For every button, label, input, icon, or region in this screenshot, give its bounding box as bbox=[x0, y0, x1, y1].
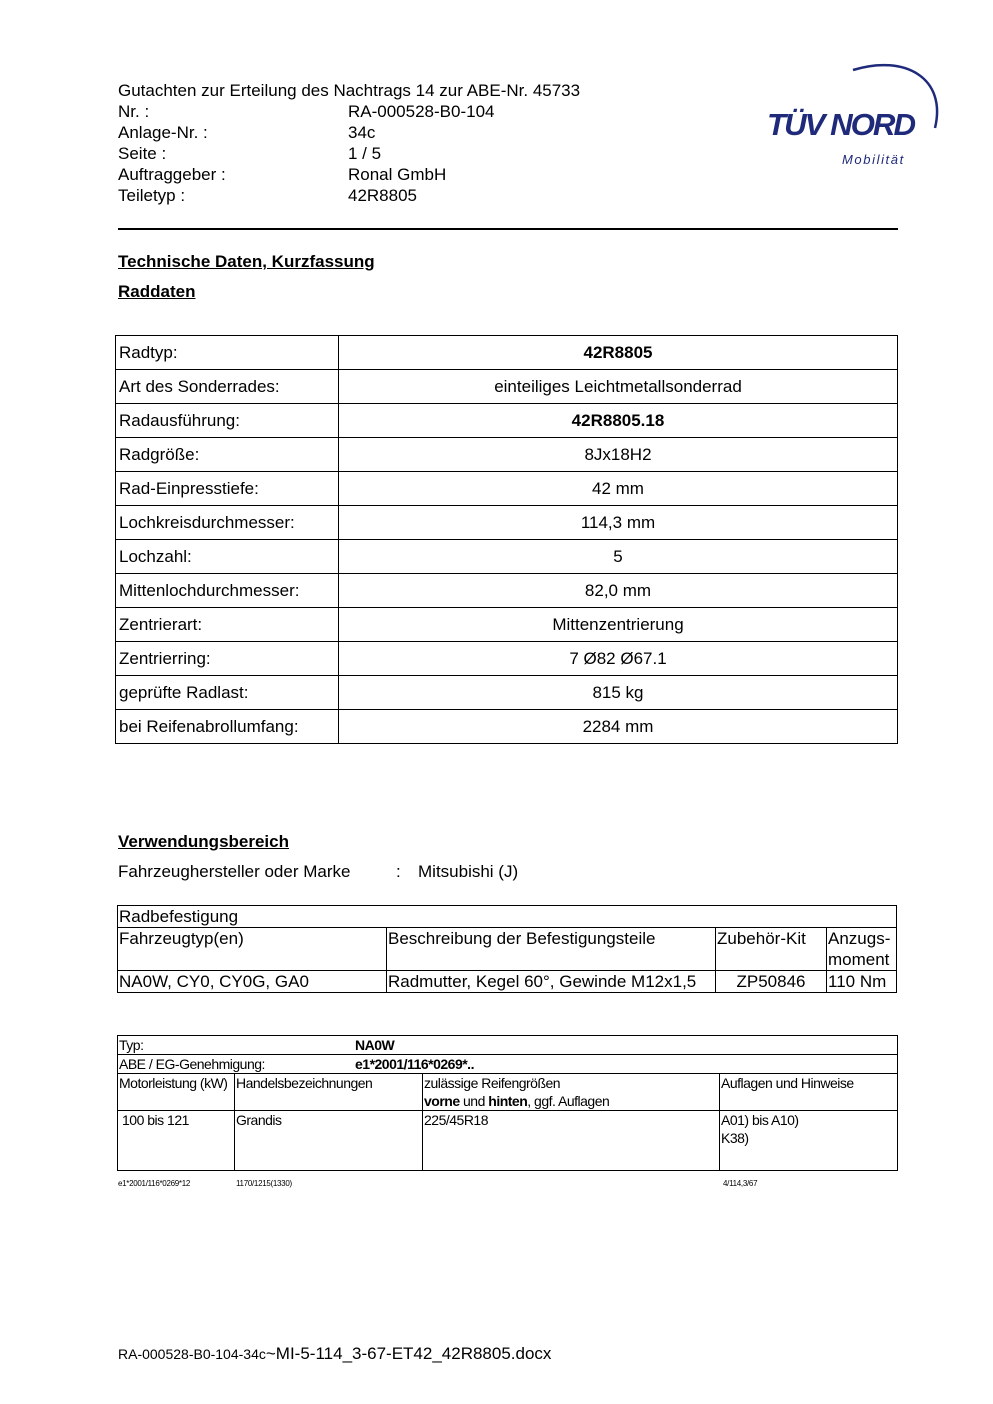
header-row-nr: Nr. : RA-000528-B0-104 bbox=[118, 102, 495, 121]
raddaten-table bbox=[115, 335, 898, 744]
column-header: Fahrzeugtyp(en) bbox=[118, 928, 387, 971]
table-row bbox=[118, 1111, 898, 1171]
raddaten-label: Mittenlochdurchmesser: bbox=[116, 574, 339, 608]
table-cell: NA0W, CY0, CY0G, GA0 bbox=[118, 971, 387, 993]
typ-label: Typ: bbox=[119, 1037, 144, 1053]
table-row bbox=[116, 506, 898, 540]
table-cell: 225/45R18 bbox=[423, 1111, 720, 1171]
typ-value: NA0W bbox=[355, 1037, 395, 1053]
raddaten-value: 5 bbox=[339, 540, 898, 574]
raddaten-value: einteiliges Leichtmetallsonderrad bbox=[339, 370, 898, 404]
logo-sub-text: Mobilität bbox=[842, 152, 905, 167]
raddaten-label: bei Reifenabrollumfang: bbox=[116, 710, 339, 744]
header-row-anlage: Anlage-Nr. : 34c bbox=[118, 123, 376, 142]
footer-suffix: ~MI-5-114_3-67-ET42_42R8805.docx bbox=[265, 1344, 552, 1363]
radbefestigung-table bbox=[117, 905, 897, 993]
manufacturer-value: Mitsubishi (J) bbox=[418, 862, 519, 881]
raddaten-label: Rad-Einpresstiefe: bbox=[116, 472, 339, 506]
table-row bbox=[116, 472, 898, 506]
abe-row bbox=[118, 1055, 898, 1074]
abe-label: ABE / EG-Genehmigung: bbox=[119, 1056, 265, 1072]
table-row bbox=[116, 642, 898, 676]
header-row-auftraggeber: Auftraggeber : Ronal GmbH bbox=[118, 165, 447, 184]
raddaten-label: Radgröße: bbox=[116, 438, 339, 472]
raddaten-value: Mittenzentrierung bbox=[339, 608, 898, 642]
table-row bbox=[116, 574, 898, 608]
raddaten-value: 42R8805 bbox=[339, 336, 898, 370]
tuev-nord-logo bbox=[765, 58, 945, 173]
raddaten-label: Art des Sonderrades: bbox=[116, 370, 339, 404]
table-row bbox=[116, 370, 898, 404]
header-row-teiletyp: Teiletyp : 42R8805 bbox=[118, 186, 418, 205]
manufacturer-sep: : bbox=[396, 862, 401, 881]
typ-row bbox=[118, 1036, 898, 1055]
table-cell: ZP50846 bbox=[716, 971, 827, 993]
section-title-raddaten: Raddaten bbox=[118, 282, 196, 301]
raddaten-label: Radausführung: bbox=[116, 404, 339, 438]
raddaten-label: Lochzahl: bbox=[116, 540, 339, 574]
raddaten-value: 2284 mm bbox=[339, 710, 898, 744]
table-cell: 110 Nm bbox=[827, 971, 897, 993]
small-note-2: 1170/1215(1330) bbox=[236, 1179, 292, 1188]
raddaten-value: 7 Ø82 Ø67.1 bbox=[339, 642, 898, 676]
table-cell: Radmutter, Kegel 60°, Gewinde M12x1,5 bbox=[387, 971, 716, 993]
column-header: Motorleistung (kW) bbox=[118, 1074, 235, 1111]
raddaten-label: Lochkreisdurchmesser: bbox=[116, 506, 339, 540]
footer-filename bbox=[118, 1344, 551, 1364]
table-cell: Grandis bbox=[235, 1111, 423, 1171]
abe-value: e1*2001/116*0269*.. bbox=[355, 1056, 474, 1072]
table-row bbox=[116, 710, 898, 744]
table-row bbox=[118, 1074, 898, 1111]
raddaten-value: 114,3 mm bbox=[339, 506, 898, 540]
table-row bbox=[118, 928, 897, 971]
table-row bbox=[118, 1036, 898, 1055]
raddaten-value: 815 kg bbox=[339, 676, 898, 710]
table-cell: A01) bis A10) K38) bbox=[720, 1111, 898, 1171]
table-row bbox=[116, 608, 898, 642]
raddaten-value: 82,0 mm bbox=[339, 574, 898, 608]
table-row bbox=[116, 540, 898, 574]
logo-arc-icon bbox=[765, 58, 945, 173]
small-note-1: e1*2001/116*0269*12 bbox=[118, 1179, 191, 1188]
table-row bbox=[116, 438, 898, 472]
raddaten-value: 8Jx18H2 bbox=[339, 438, 898, 472]
section-title-tech: Technische Daten, Kurzfassung bbox=[118, 252, 375, 271]
typ-table bbox=[117, 1035, 898, 1171]
header-row-seite: Seite : 1 / 5 bbox=[118, 144, 382, 163]
raddaten-value: 42R8805.18 bbox=[339, 404, 898, 438]
column-header: Auflagen und Hinweise bbox=[720, 1074, 898, 1111]
manufacturer-label: Fahrzeughersteller oder Marke bbox=[118, 862, 351, 881]
raddaten-label: Zentrierring: bbox=[116, 642, 339, 676]
table-row bbox=[118, 1055, 898, 1074]
column-header: Handelsbezeichnungen bbox=[235, 1074, 423, 1111]
table-row bbox=[116, 676, 898, 710]
document-title: Gutachten zur Erteilung des Nachtrags 14 zur ABE-Nr. 45733 bbox=[118, 81, 581, 100]
table-row bbox=[118, 906, 897, 928]
footer-prefix: RA-000528-B0-104-34c bbox=[118, 1346, 266, 1362]
small-note-3: 4/114,3/67 bbox=[723, 1179, 758, 1188]
section-title-verwendung: Verwendungsbereich bbox=[118, 832, 289, 851]
column-header: Anzugs-moment bbox=[827, 928, 897, 971]
raddaten-label: Zentrierart: bbox=[116, 608, 339, 642]
column-header: Zubehör-Kit bbox=[716, 928, 827, 971]
table-cell: 100 bis 121 bbox=[118, 1111, 235, 1171]
header-divider bbox=[118, 228, 898, 230]
raddaten-label: geprüfte Radlast: bbox=[116, 676, 339, 710]
table-row bbox=[116, 404, 898, 438]
manufacturer-line bbox=[118, 862, 518, 882]
table-row bbox=[116, 336, 898, 370]
table-row bbox=[118, 971, 897, 993]
raddaten-value: 42 mm bbox=[339, 472, 898, 506]
raddaten-label: Radtyp: bbox=[116, 336, 339, 370]
column-header: Beschreibung der Befestigungsteile bbox=[387, 928, 716, 971]
column-header: zulässige Reifengrößen vorne und hinten, ggf. Auflagen bbox=[423, 1074, 720, 1111]
logo-brand-text: TÜV NORD bbox=[767, 107, 916, 142]
radbefestigung-title: Radbefestigung bbox=[118, 906, 897, 928]
document-header bbox=[118, 80, 580, 206]
